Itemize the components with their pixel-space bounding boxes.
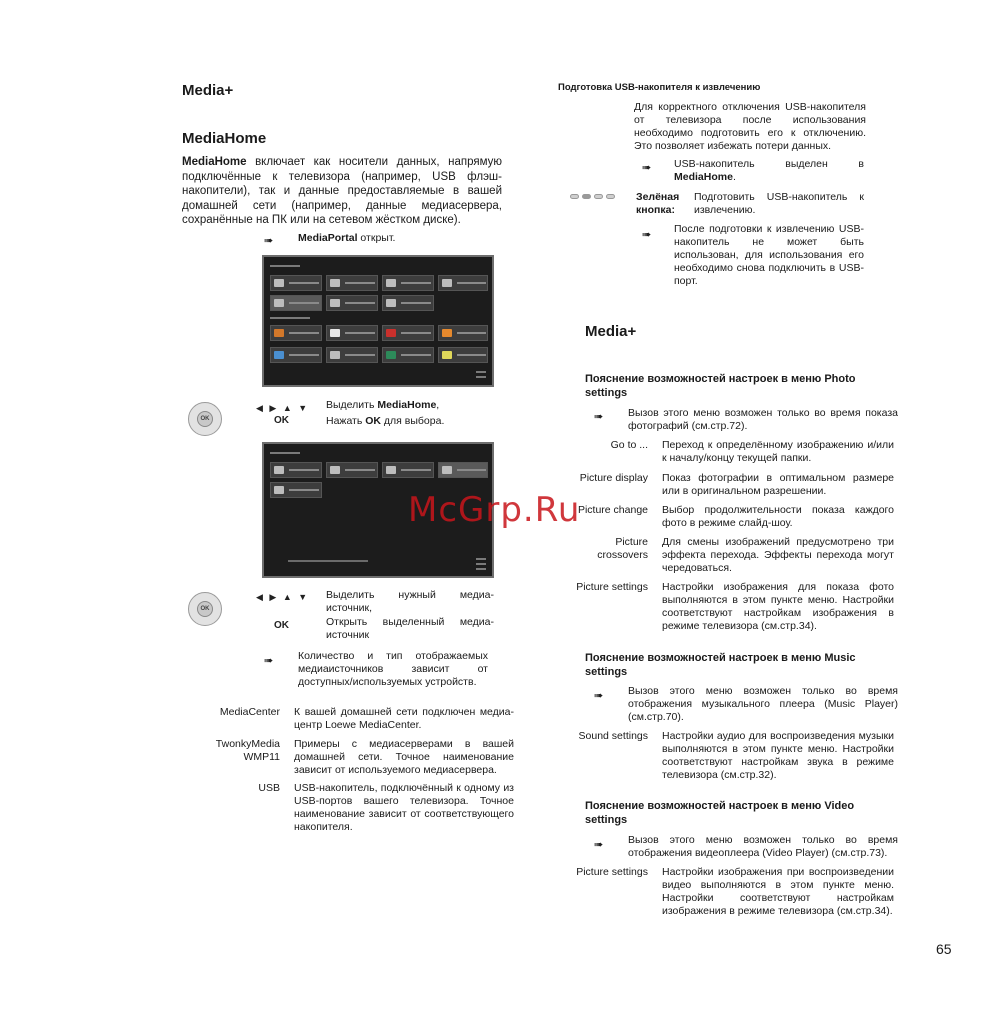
portal-tile bbox=[382, 275, 434, 291]
navigation-keys-icon: ◀ ▶ ▲ ▼ bbox=[256, 403, 310, 413]
source-tile-usb bbox=[438, 462, 488, 478]
source-tile-mediacenter bbox=[270, 462, 322, 478]
portal-tile bbox=[326, 295, 378, 311]
setting-text: Настройки изображения при воспроизведении видео выполняются в этом пункте меню. Настройки соответствуют настройкам изображения в режиме телевизора (см.стр.34). bbox=[662, 866, 894, 917]
setting-text: Переход к определённому изображению и/или к началу/концу текущей папки. bbox=[662, 439, 894, 464]
definition-label: MediaCenter bbox=[219, 706, 280, 718]
setting-label: Picture crossovers bbox=[597, 536, 648, 561]
green-button-label: Зелёная кнопка: bbox=[636, 191, 680, 216]
intro-text: включает как носители данных, напрямую подключённые к телевизора (например, USB флэш-накопители), так и данные предоставляемые в вашей домашней сети (например, данные медиасервера, сохранённые на ПК или на сетевом жёстком диске). bbox=[182, 156, 502, 226]
setting-label: Sound settings bbox=[578, 730, 648, 742]
watermark: McGrp.Ru bbox=[408, 490, 581, 530]
note-arrow-icon: ➠ bbox=[594, 411, 604, 423]
definition-label: TwonkyMedia WMP11 bbox=[215, 738, 280, 763]
step-select-mediahome: Выделить MediaHome, bbox=[326, 399, 440, 411]
setting-label: Go to ... bbox=[610, 439, 648, 451]
portal-tile bbox=[382, 347, 434, 363]
source-tile-wmp11 bbox=[382, 462, 434, 478]
usb-selected-note: USB-накопитель выделен в MediaHome. bbox=[674, 158, 864, 183]
music-settings-note: Вызов этого меню возможен только во время отображения музыкального плеера (Music Player) (см.стр.70). bbox=[628, 685, 898, 723]
music-settings-title: Пояснение возможностей настроек в меню Music settings bbox=[585, 652, 856, 678]
setting-text: Выбор продолжительности показа каждого фото в режиме слайд-шоу. bbox=[662, 504, 894, 529]
green-button-icon bbox=[582, 194, 591, 199]
portal-tile bbox=[326, 275, 378, 291]
portal-tile bbox=[438, 275, 488, 291]
intro-term: MediaHome bbox=[182, 156, 247, 168]
photo-settings-title: Пояснение возможностей настроек в меню Photo settings bbox=[585, 373, 856, 399]
remote-control-icon: OK bbox=[188, 402, 222, 436]
setting-label: Picture settings bbox=[576, 581, 648, 593]
section-title-media-plus-2: Media+ bbox=[585, 323, 637, 340]
note-arrow-icon: ➠ bbox=[642, 162, 652, 174]
video-settings-title: Пояснение возможностей настроек в меню Video settings bbox=[585, 800, 855, 826]
portal-tile-mediahome bbox=[270, 295, 322, 311]
step-select-source: Выделить нужный медиа-источник, bbox=[326, 589, 494, 614]
step-press-ok: Нажать OK для выбора. bbox=[326, 415, 445, 427]
portal-note: MediaPortal открыт. bbox=[298, 232, 396, 244]
portal-tile bbox=[382, 295, 434, 311]
usb-eject-title: Подготовка USB-накопителя к извлечению bbox=[558, 82, 761, 93]
note-arrow-icon: ➠ bbox=[264, 235, 274, 247]
setting-text: Показ фотографии в оптимальном размере или в оригинальном разрешении. bbox=[662, 472, 894, 497]
definition-label: USB bbox=[258, 782, 280, 794]
setting-text: Для смены изображений предусмотрено три эффекта перехода. Эффекты перехода могут чередоваться. bbox=[662, 536, 894, 574]
portal-tile bbox=[326, 347, 378, 363]
remote-control-icon: OK bbox=[188, 592, 222, 626]
setting-label: Picture settings bbox=[576, 866, 648, 878]
definition-text: USB-накопитель, подключённый к одному из USB-портов вашего телевизора. Точное наименование зависит от соответствующего накопителя. bbox=[294, 782, 514, 833]
definition-text: Примеры с медиасерверами в вашей домашней сети. Точное наименование зависит от используемого медиасервера. bbox=[294, 738, 514, 776]
usb-eject-intro: Для корректного отключения USB-накопителя от телевизора после использования необходимо подготовить его к отключению. Это позволяет избежать потери данных. bbox=[634, 101, 866, 152]
note-arrow-icon: ➠ bbox=[264, 655, 274, 667]
source-tile-usb2 bbox=[270, 482, 322, 498]
usb-after-note: После подготовки к извлечению USB-накопитель не может быть использован, для использования его необходимо снова подключить в USB-порт. bbox=[674, 223, 864, 287]
note-arrow-icon: ➠ bbox=[642, 229, 652, 241]
ok-key-icon: OK bbox=[274, 620, 289, 631]
page-number: 65 bbox=[936, 941, 952, 957]
setting-label: Picture change bbox=[577, 504, 648, 516]
setting-text: Настройки изображения для показа фото выполняются в этом пункте меню. Настройки соответствуют настройкам изображения в режиме телевизора (см.стр.34). bbox=[662, 581, 894, 632]
setting-label: Picture display bbox=[579, 472, 648, 484]
setting-text: Настройки аудио для воспроизведения музыки выполняются в этом пункте меню. Настройки соответствуют настройкам звука в режиме телевизора (см.стр.32). bbox=[662, 730, 894, 781]
mediaportal-screenshot bbox=[262, 255, 494, 387]
portal-tile bbox=[438, 325, 488, 341]
portal-tile bbox=[270, 325, 322, 341]
red-button-icon bbox=[570, 194, 579, 199]
note-arrow-icon: ➠ bbox=[594, 839, 604, 851]
mediahome-intro bbox=[182, 155, 502, 228]
photo-settings-note: Вызов этого меню возможен только во время показа фотографий (см.стр.72). bbox=[628, 407, 898, 432]
portal-tile bbox=[382, 325, 434, 341]
section-title-media-plus: Media+ bbox=[182, 82, 234, 99]
source-count-note: Количество и тип отображаемых медиаисточников зависит от доступных/используемых устройств. bbox=[298, 650, 488, 688]
blue-button-icon bbox=[606, 194, 615, 199]
portal-tile bbox=[326, 325, 378, 341]
definition-text: К вашей домашней сети подключен медиа-центр Loewe MediaCenter. bbox=[294, 706, 514, 731]
portal-tile bbox=[438, 347, 488, 363]
ok-key-icon: OK bbox=[274, 415, 289, 426]
section-title-mediahome: MediaHome bbox=[182, 130, 267, 147]
green-button-text: Подготовить USB-накопитель к извлечению. bbox=[694, 191, 864, 216]
source-tile-twonkymedia bbox=[326, 462, 378, 478]
portal-tile bbox=[270, 275, 322, 291]
navigation-keys-icon: ◀ ▶ ▲ ▼ bbox=[256, 592, 310, 602]
portal-tile bbox=[270, 347, 322, 363]
step-open-source: Открыть выделенный медиа-источник bbox=[326, 616, 494, 641]
yellow-button-icon bbox=[594, 194, 603, 199]
note-arrow-icon: ➠ bbox=[594, 690, 604, 702]
video-settings-note: Вызов этого меню возможен только во время отображения видеоплеера (Video Player) (см.стр.73). bbox=[628, 834, 898, 859]
